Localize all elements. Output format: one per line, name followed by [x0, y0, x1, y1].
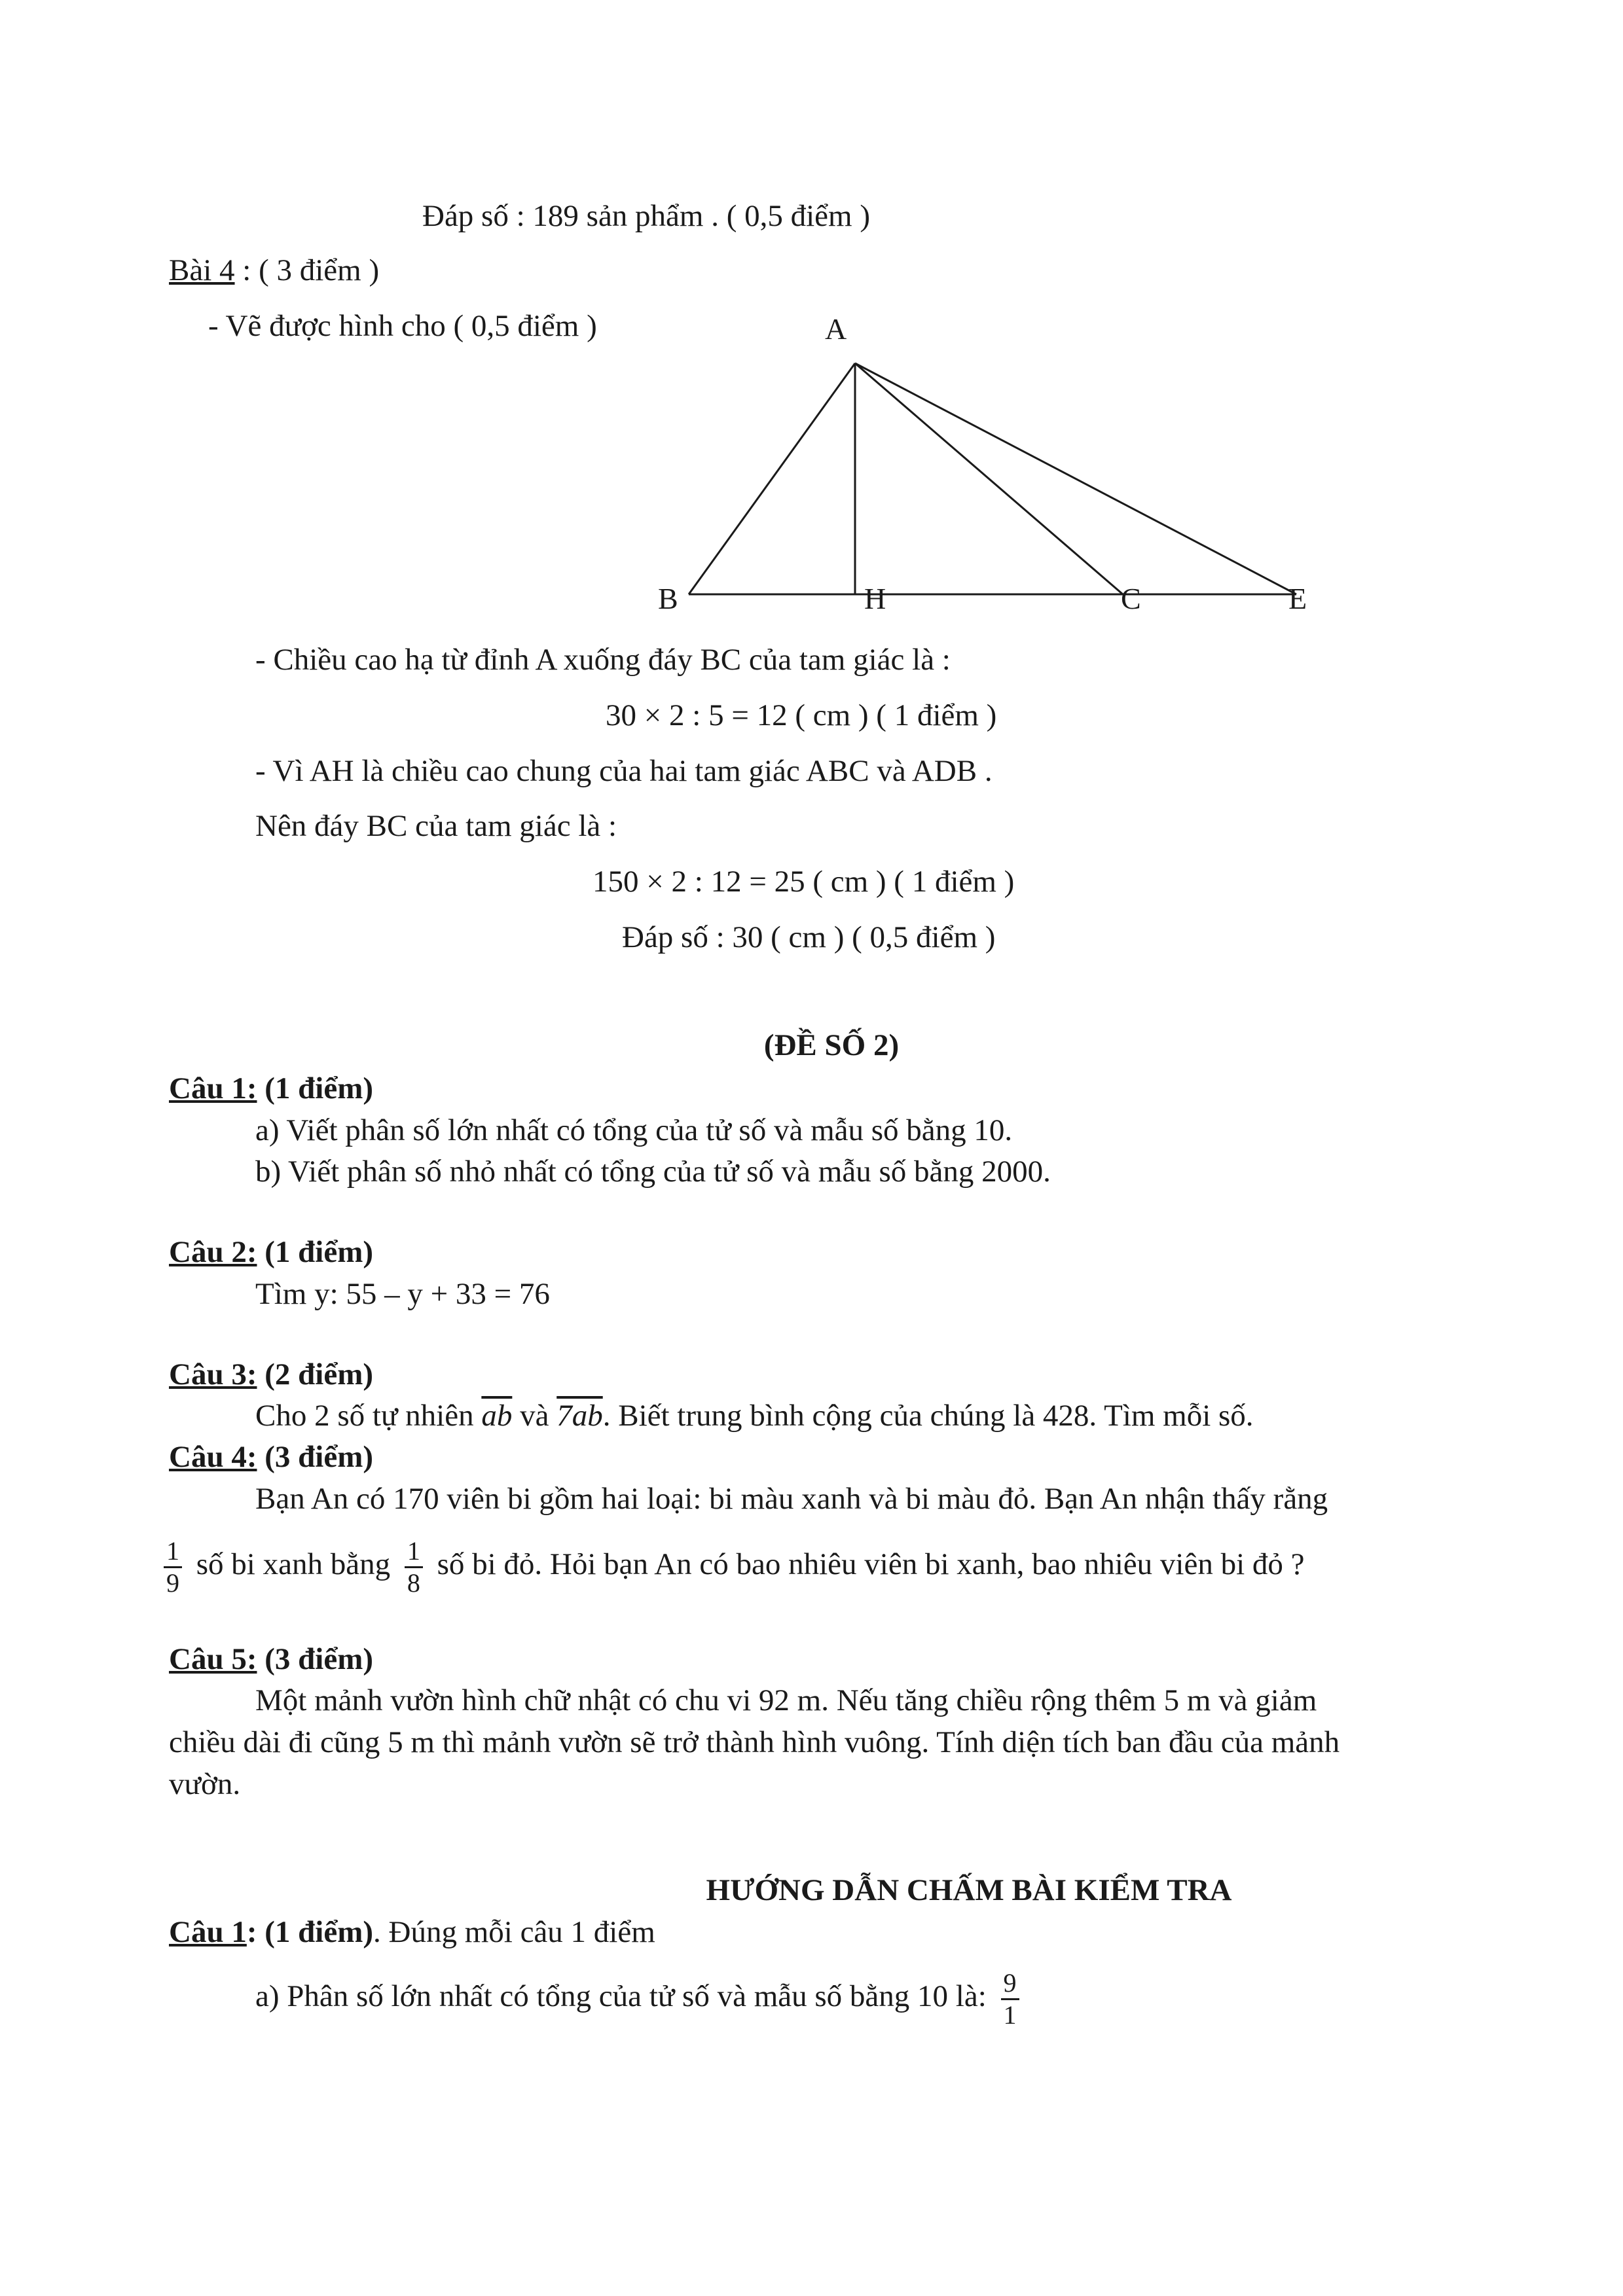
number-7ab: 7ab: [556, 1399, 603, 1433]
cau1-b: b) Viết phân số nhỏ nhất có tổng của tử số và mẫu số bằng 2000.: [255, 1155, 1051, 1189]
cau1-points: (1 điểm): [257, 1071, 373, 1105]
cau5-points: (3 điểm): [257, 1642, 373, 1676]
cau4-heading: [169, 1437, 373, 1477]
cau3-label: Câu 3:: [169, 1357, 257, 1391]
cau2-points: (1 điểm): [257, 1235, 373, 1269]
cau3-heading: [169, 1355, 373, 1394]
bai4-draw-note: - Vẽ được hình cho ( 0,5 điểm ): [208, 309, 597, 343]
number-ab: $\overline{ab}$: [481, 1399, 513, 1433]
de2-title: (ĐỀ SỐ 2): [763, 1028, 900, 1062]
bai4-answer: Đáp số : 30 ( cm ) ( 0,5 điểm ): [622, 920, 996, 954]
triangle-figure: [648, 308, 1336, 635]
cau1-label: Câu 1:: [169, 1071, 257, 1105]
base-calculation: 150 × 2 : 12 = 25 ( cm ) ( 1 điểm ): [593, 865, 1015, 899]
height-calculation: 30 × 2 : 5 = 12 ( cm ) ( 1 điểm ): [606, 698, 997, 732]
fraction-nine-over-one: [1001, 1968, 1019, 2030]
bai4-heading: [169, 251, 379, 290]
guide-cau1-note: . Đúng mỗi câu 1 điểm: [373, 1915, 655, 1949]
label-A: A: [825, 312, 847, 346]
guide-cau1-heading: [169, 1912, 655, 1952]
segment-AE: [855, 363, 1296, 594]
cau5-line3: vườn.: [169, 1767, 241, 1801]
cau2-label: Câu 2:: [169, 1235, 257, 1269]
height-intro: - Chiều cao hạ từ đỉnh A xuống đáy BC của tam giác là :: [255, 643, 951, 677]
cau4-t2: số bi đỏ. Hỏi bạn An có bao nhiêu viên bi xanh, bao nhiêu viên bi đỏ ?: [429, 1547, 1305, 1581]
segment-AB: [689, 363, 855, 594]
cau4-label: Câu 4:: [169, 1440, 257, 1474]
cau3-t2: và: [512, 1399, 557, 1433]
fraction-numerator: 9: [1001, 1968, 1019, 2000]
bai4-label: Bài 4: [169, 253, 235, 287]
fraction-denominator: 9: [166, 1568, 179, 1598]
fraction-one-eighth: [405, 1536, 423, 1598]
label-B: B: [658, 582, 678, 615]
common-height-reason: - Vì AH là chiều cao chung của hai tam giác ABC và ADB .: [255, 754, 993, 788]
cau3-points: (2 điểm): [257, 1357, 373, 1391]
cau5-line1: Một mảnh vườn hình chữ nhật có chu vi 92 m. Nếu tăng chiều rộng thêm 5 m và giảm: [255, 1683, 1317, 1717]
guide-cau1-points: : (1 điểm): [246, 1915, 374, 1949]
cau4-t1: số bi xanh bằng: [189, 1547, 398, 1581]
cau5-line2: chiều dài đi cũng 5 m thì mảnh vườn sẽ trở thành hình vuông. Tính diện tích ban đầu của mảnh: [169, 1725, 1340, 1759]
guide-title: HƯỚNG DẪN CHẤM BÀI KIỂM TRA: [706, 1873, 1232, 1907]
cau3-t1: Cho 2 số tự nhiên: [255, 1399, 482, 1433]
base-intro: Nên đáy BC của tam giác là :: [255, 809, 617, 843]
cau2-text: Tìm y: 55 – y + 33 = 76: [255, 1277, 550, 1311]
fraction-numerator: 1: [164, 1536, 182, 1568]
label-C: C: [1121, 582, 1141, 615]
fraction-denominator: 8: [407, 1568, 420, 1598]
cau5-heading: [169, 1640, 373, 1679]
cau4-line2: [164, 1532, 1304, 1598]
cau5-label: Câu 5:: [169, 1642, 257, 1676]
fraction-numerator: 1: [405, 1536, 423, 1568]
previous-answer: Đáp số : 189 sản phẩm . ( 0,5 điểm ): [422, 199, 871, 233]
segment-AC: [855, 363, 1123, 594]
guide-cau1-label: Câu 1: [169, 1915, 247, 1949]
cau4-points: (3 điểm): [257, 1440, 373, 1474]
cau3-text: [255, 1396, 1254, 1435]
label-E: E: [1288, 582, 1307, 615]
cau1-a: a) Viết phân số lớn nhất có tổng của tử số và mẫu số bằng 10.: [255, 1113, 1013, 1147]
guide-a-text: a) Phân số lớn nhất có tổng của tử số và mẫu số bằng 10 là:: [255, 1979, 994, 2013]
label-H: H: [864, 582, 886, 615]
cau4-line1: Bạn An có 170 viên bi gồm hai loại: bi màu xanh và bi màu đỏ. Bạn An nhận thấy rằng: [255, 1482, 1328, 1516]
guide-answer-a: [255, 1964, 1026, 2030]
bai4-points: : ( 3 điểm ): [234, 253, 380, 287]
fraction-one-ninth: [164, 1536, 182, 1598]
cau2-heading: [169, 1232, 373, 1272]
fraction-denominator: 1: [1003, 2000, 1017, 2030]
cau1-heading: [169, 1069, 373, 1108]
cau3-t3: . Biết trung bình cộng của chúng là 428. Tìm mỗi số.: [602, 1399, 1254, 1433]
